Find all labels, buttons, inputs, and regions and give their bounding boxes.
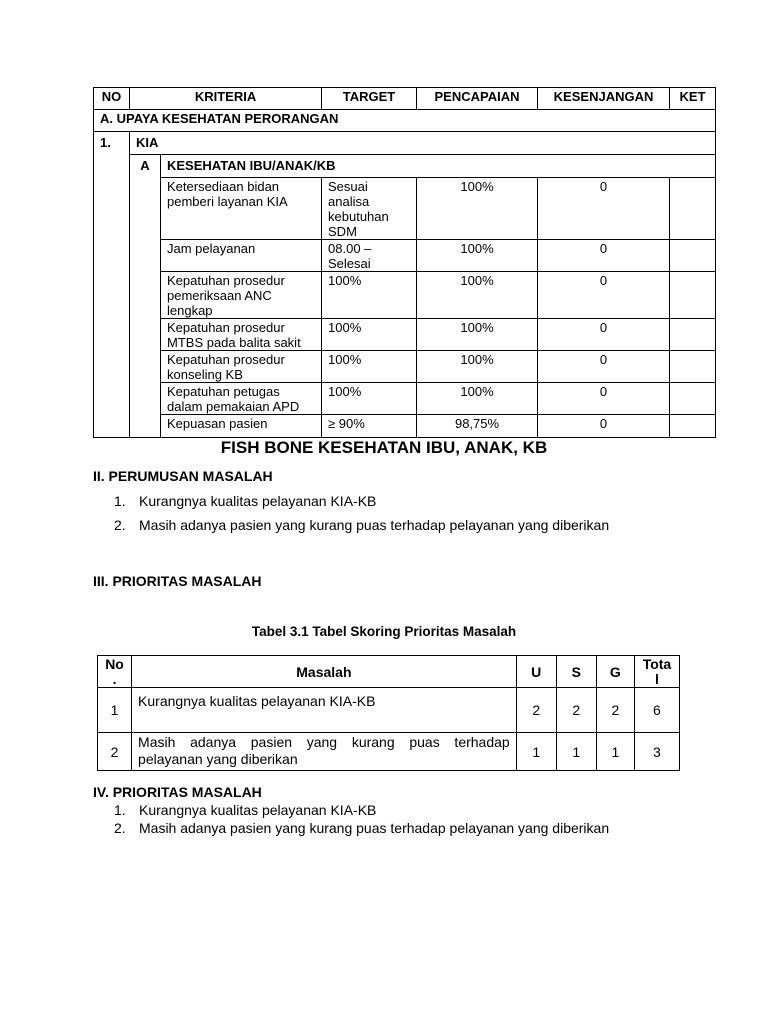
list-number: 2. (114, 820, 126, 836)
header-kriteria: KRITERIA (130, 88, 322, 110)
kesenjangan-cell: 0 (538, 240, 670, 272)
row-masalah: Masih adanya pasien yang kurang puas terhadap pelayanan yang diberikan (132, 733, 517, 771)
sub-label: KESEHATAN IBU/ANAK/KB (161, 155, 716, 178)
pencapaian-cell: 100% (417, 319, 538, 351)
ket-cell (670, 415, 716, 438)
list-text: Masih adanya pasien yang kurang puas terhadap pelayanan yang diberikan (139, 517, 610, 533)
header-s: S (556, 656, 596, 688)
row-no: 1 (98, 688, 132, 733)
header-pencapaian: PENCAPAIAN (417, 88, 538, 110)
target-cell: 100% (322, 272, 417, 319)
target-cell: 100% (322, 319, 417, 351)
kesenjangan-cell: 0 (538, 383, 670, 415)
fishbone-title: FISH BONE KESEHATAN IBU, ANAK, KB (220, 438, 548, 457)
kesenjangan-cell: 0 (538, 351, 670, 383)
ket-cell (670, 319, 716, 351)
table-caption: Tabel 3.1 Tabel Skoring Prioritas Masalah (251, 624, 517, 639)
header-u: U (516, 656, 556, 688)
sub-row (94, 155, 716, 178)
table-row (94, 319, 716, 351)
header-no: No . (98, 656, 132, 688)
ket-cell (670, 383, 716, 415)
row-total: 6 (634, 688, 679, 733)
header-g: G (596, 656, 634, 688)
scoring-table (97, 655, 680, 771)
row-no: 2 (98, 733, 132, 771)
ket-cell (670, 351, 716, 383)
list-item (93, 802, 609, 820)
prioritas2-heading: IV. PRIORITAS MASALAH (93, 784, 262, 800)
list-number: 2. (114, 517, 126, 533)
kriteria-cell: Jam pelayanan (161, 240, 322, 272)
list-item (93, 820, 609, 836)
kesenjangan-cell: 0 (538, 415, 670, 438)
row-u: 2 (516, 688, 556, 733)
perumusan-heading: II. PERUMUSAN MASALAH (93, 468, 273, 484)
section-row (94, 110, 716, 132)
list-number: 1. (114, 493, 126, 509)
list-text: Kurangnya kualitas pelayanan KIA-KB (139, 493, 377, 509)
ket-cell (670, 240, 716, 272)
pencapaian-cell: 100% (417, 272, 538, 319)
perumusan-list (93, 493, 609, 533)
table-row (98, 688, 680, 733)
list-text: Kurangnya kualitas pelayanan KIA-KB (139, 802, 377, 818)
pencapaian-cell: 100% (417, 351, 538, 383)
kriteria-cell: Kepatuhan prosedur pemeriksaan ANC lengkap (161, 272, 322, 319)
list-item (93, 493, 609, 517)
kesenjangan-cell: 0 (538, 319, 670, 351)
section-label: A. UPAYA KESEHATAN PERORANGAN (94, 110, 716, 132)
item-number: 1. (94, 132, 130, 155)
pencapaian-cell: 98,75% (417, 415, 538, 438)
header-ket: KET (670, 88, 716, 110)
kriteria-cell: Kepatuhan petugas dalam pemakaian APD (161, 383, 322, 415)
pencapaian-cell: 100% (417, 240, 538, 272)
kriteria-cell: Kepuasan pasien (161, 415, 322, 438)
kriteria-cell: Ketersediaan bidan pemberi layanan KIA (161, 178, 322, 240)
pencapaian-cell: 100% (417, 178, 538, 240)
item-label: KIA (130, 132, 716, 155)
kesenjangan-cell: 0 (538, 178, 670, 240)
row-s: 2 (556, 688, 596, 733)
kesenjangan-cell: 0 (538, 272, 670, 319)
kriteria-cell: Kepatuhan prosedur MTBS pada balita sakit (161, 319, 322, 351)
header-no: NO (94, 88, 130, 110)
target-cell: Sesuai analisa kebutuhan SDM (322, 178, 417, 240)
pencapaian-cell: 100% (417, 383, 538, 415)
item-row (94, 132, 716, 155)
table-header-row (94, 88, 716, 110)
row-u: 1 (516, 733, 556, 771)
performance-table (93, 87, 716, 438)
list-text: Masih adanya pasien yang kurang puas terhadap pelayanan yang diberikan (139, 820, 610, 836)
row-s: 1 (556, 733, 596, 771)
header-target: TARGET (322, 88, 417, 110)
target-cell: 100% (322, 383, 417, 415)
sub-letter: A (130, 155, 161, 178)
table-row (94, 272, 716, 319)
table-row (98, 733, 680, 771)
row-masalah: Kurangnya kualitas pelayanan KIA-KB (132, 688, 517, 733)
ket-cell (670, 178, 716, 240)
header-kesenjangan: KESENJANGAN (538, 88, 670, 110)
ket-cell (670, 272, 716, 319)
prioritas2-list (93, 802, 609, 836)
row-total: 3 (634, 733, 679, 771)
target-cell: 08.00 – Selesai (322, 240, 417, 272)
header-total: Tota l (634, 656, 679, 688)
list-item (93, 517, 609, 533)
table-row (94, 415, 716, 438)
row-g: 2 (596, 688, 634, 733)
list-number: 1. (114, 802, 126, 818)
table-row (94, 240, 716, 272)
target-cell: 100% (322, 351, 417, 383)
header-masalah: Masalah (132, 656, 517, 688)
target-cell: ≥ 90% (322, 415, 417, 438)
table-row (94, 383, 716, 415)
row-g: 1 (596, 733, 634, 771)
table-row (94, 351, 716, 383)
prioritas-heading: III. PRIORITAS MASALAH (93, 573, 262, 589)
table-header-row (98, 656, 680, 688)
table-row (94, 178, 716, 240)
kriteria-cell: Kepatuhan prosedur konseling KB (161, 351, 322, 383)
